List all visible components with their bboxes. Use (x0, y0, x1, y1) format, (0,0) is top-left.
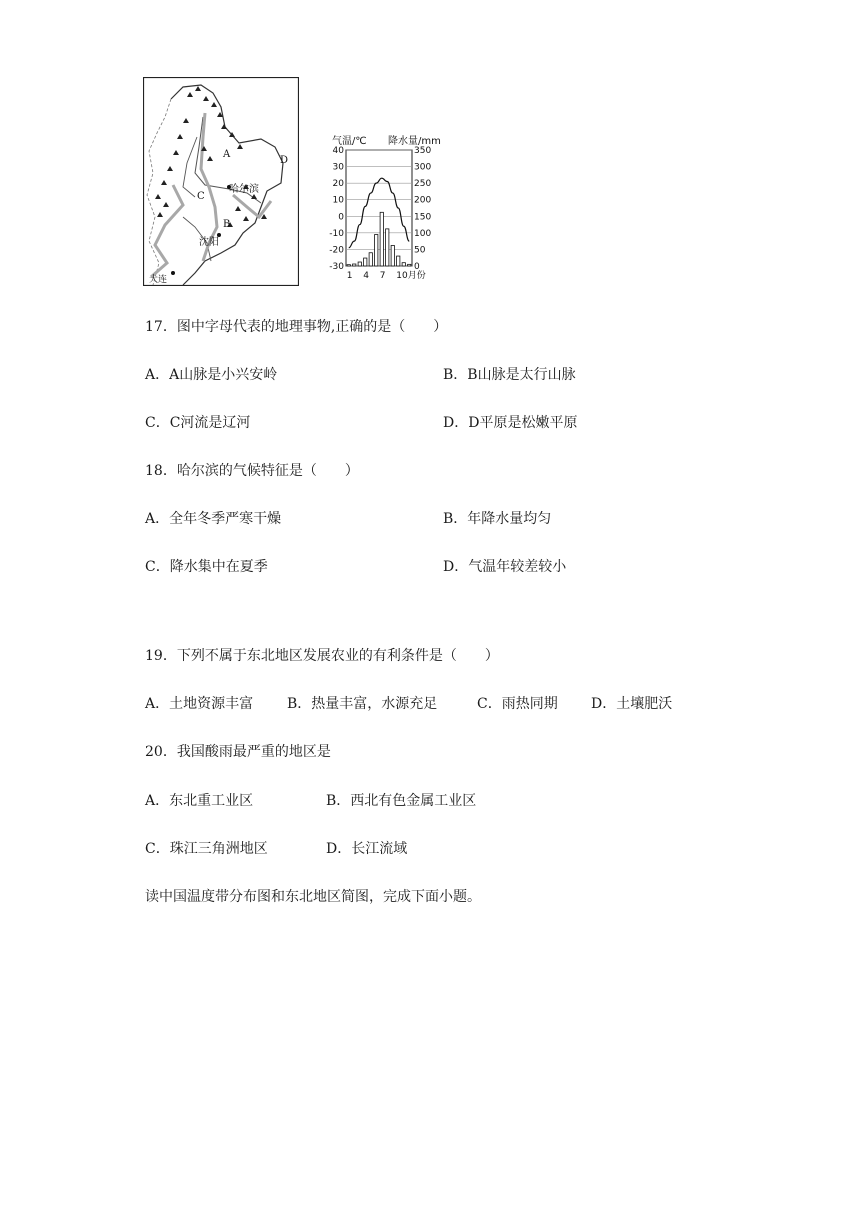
temp-axis-title: 气温/℃ (332, 136, 367, 147)
precip-bar (375, 235, 378, 266)
grid-lines (346, 150, 412, 266)
precip-bar (408, 264, 411, 266)
precip-bar (358, 262, 361, 266)
temp-tick-label: 10 (332, 195, 344, 206)
precip-axis-title: 降水量/mm (388, 136, 441, 147)
question-18-option-a: A．全年冬季严寒干燥 (145, 511, 282, 527)
precip-tick-label: 50 (414, 245, 426, 256)
precip-bar (391, 245, 394, 266)
temp-tick-label: 0 (338, 212, 344, 223)
northeast-map (143, 77, 299, 286)
temp-tick-labels (329, 146, 344, 272)
precip-bar (397, 256, 400, 266)
precip-bar (386, 229, 389, 266)
question-17-stem: 17．图中字母代表的地理事物,正确的是（ ） (145, 319, 448, 335)
map-label-dalian: 大连 (149, 275, 168, 285)
question-19-option-d: D．土壤肥沃 (591, 696, 673, 712)
question-20-stem: 20．我国酸雨最严重的地区是 (145, 744, 331, 760)
temp-tick-label: 30 (332, 162, 344, 173)
precip-tick-label: 100 (414, 228, 432, 239)
question-18-option-c: C．降水集中在夏季 (145, 559, 268, 575)
question-20-option-d: D．长江流域 (326, 841, 408, 857)
month-tick-labels (347, 269, 426, 281)
temperature-curve (349, 178, 410, 248)
question-17-option-a: A．A山脉是小兴安岭 (145, 367, 278, 383)
question-17-option-c: C．C河流是辽河 (145, 415, 251, 431)
dalian-dot (171, 271, 175, 275)
map-label-b: B (223, 219, 231, 230)
temp-tick-label: -10 (329, 228, 344, 239)
harbin-climate-chart (310, 130, 450, 290)
month-tick-label: 10月份 (396, 271, 426, 281)
map-label-shenyang: 沈阳 (199, 237, 219, 248)
map-label-c: C (197, 191, 205, 202)
temp-tick-label: 20 (332, 179, 344, 190)
month-tick-label: 4 (363, 271, 369, 281)
question-18-option-d: D．气温年较差较小 (443, 559, 567, 575)
month-tick-label: 7 (379, 271, 386, 281)
question-20-option-a: A．东北重工业区 (145, 793, 254, 809)
question-18-stem: 18．哈尔滨的气候特征是（ ） (145, 463, 359, 479)
precip-tick-label: 200 (414, 195, 432, 206)
temp-tick-label: 40 (332, 146, 344, 156)
map-label-a: A (223, 149, 231, 160)
map-label-d: D (280, 155, 289, 166)
question-20-option-c: C．珠江三角洲地区 (145, 841, 268, 857)
month-tick-label: 1 (346, 271, 353, 281)
temp-tick-label: -30 (329, 262, 344, 272)
precip-tick-label: 150 (414, 212, 432, 223)
instruction-text: 读中国温度带分布图和东北地区简图，完成下面小题。 (145, 889, 481, 905)
precip-tick-labels (414, 146, 431, 272)
temp-tick-label: -20 (329, 245, 344, 256)
precip-bar (369, 253, 372, 266)
precip-bar (402, 263, 405, 266)
map-label-harbin: 哈尔滨 (229, 184, 259, 195)
precip-bar (380, 212, 383, 266)
question-19-option-a: A．土地资源丰富 (145, 696, 254, 712)
precip-tick-label: 250 (414, 179, 432, 190)
question-20-option-b: B．西北有色金属工业区 (326, 793, 477, 809)
question-18-option-b: B．年降水量均匀 (443, 511, 552, 527)
plot-frame (346, 150, 412, 266)
question-19-stem: 19．下列不属于东北地区发展农业的有利条件是（ ） (145, 648, 499, 664)
precip-tick-label: 0 (414, 262, 420, 272)
precip-bar (364, 258, 367, 266)
question-17-option-d: D．D平原是松嫩平原 (443, 415, 578, 431)
precip-tick-label: 350 (414, 146, 432, 156)
question-19-option-c: C．雨热同期 (477, 696, 558, 712)
question-19-option-b: B．热量丰富，水源充足 (287, 696, 438, 712)
precip-tick-label: 300 (414, 162, 432, 173)
question-17-option-b: B．B山脉是太行山脉 (443, 367, 576, 383)
precip-bar (353, 264, 356, 266)
precip-bar (347, 265, 350, 266)
